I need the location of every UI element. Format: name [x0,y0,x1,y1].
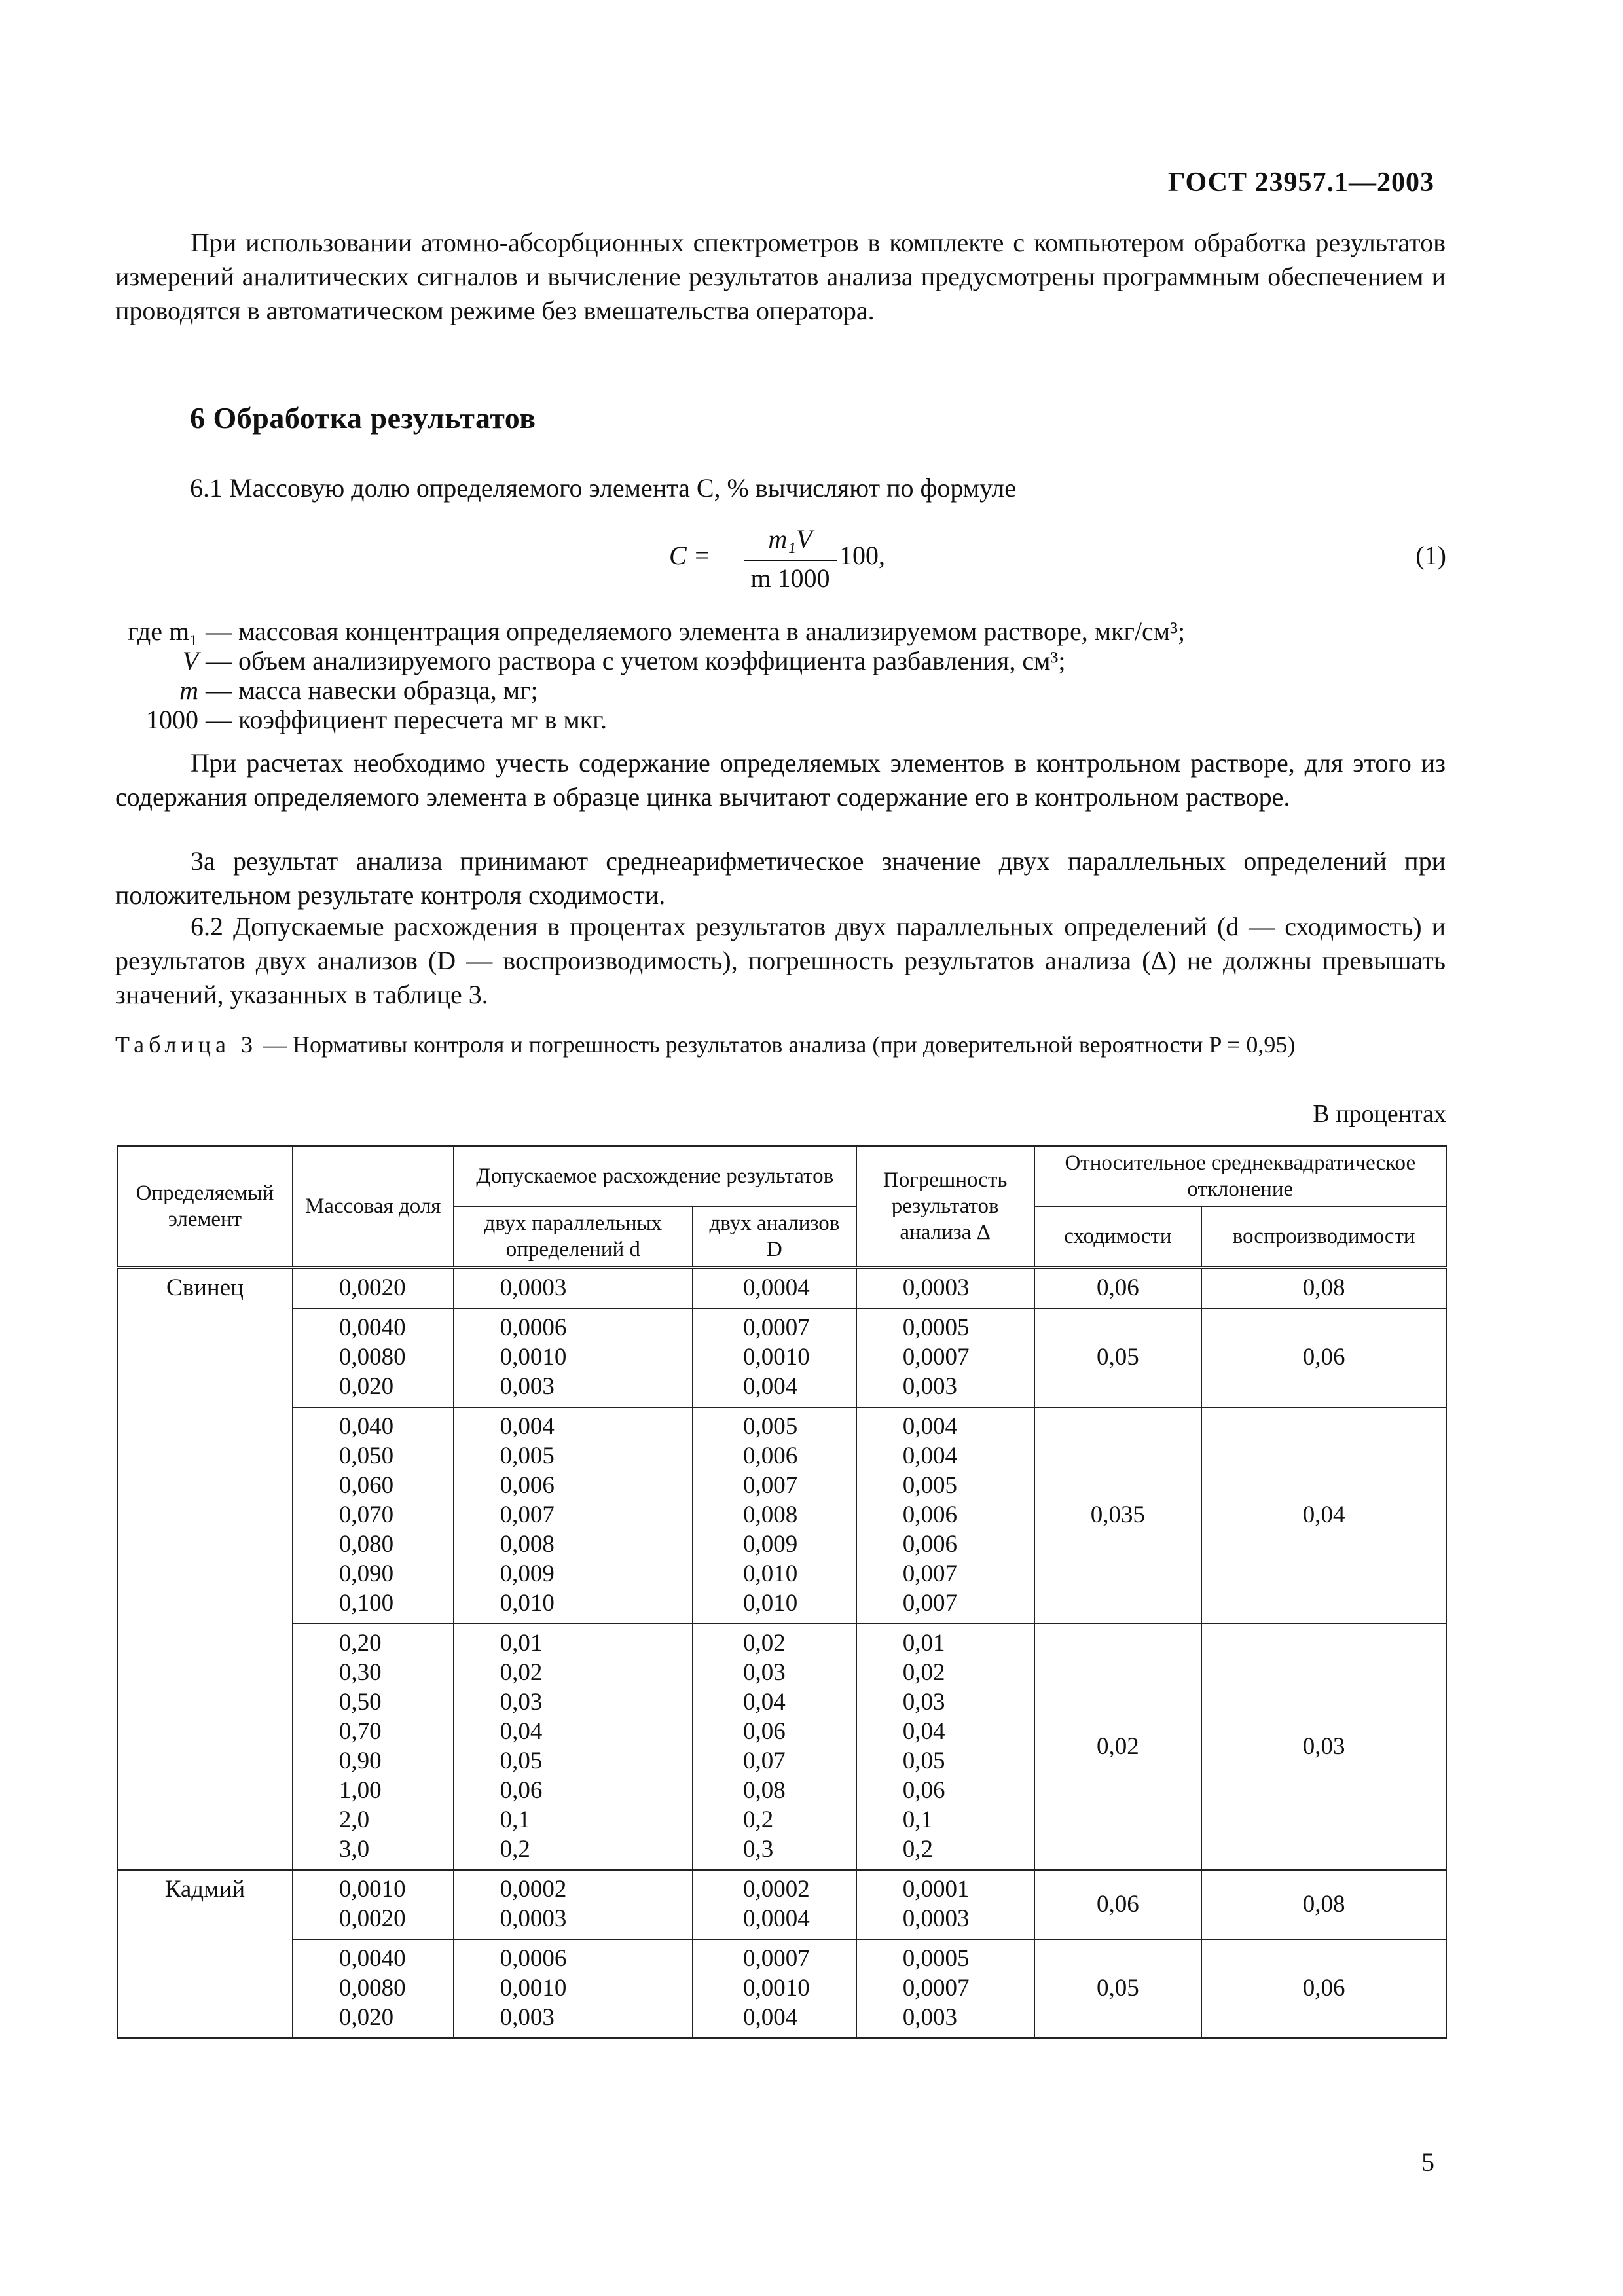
cell-convergence: 0,05 [1034,1939,1202,2038]
cell-value: 0,010 [743,1590,798,1617]
header-relative-sd: Относительное среднеквадратическое отклонение [1034,1146,1446,1206]
cell-value: 0,007 [500,1501,555,1528]
cell-two-analyses [693,1308,856,1407]
fraction-bar [744,560,837,561]
page-number: 5 [1421,2147,1434,2177]
intro-paragraph: При использовании атомно-абсорбционных спектрометров в комплекте с компьютером обработка результатов измерений аналитических сигналов и вычисление результатов анализа предусмотрены программным обеспечением и проводятся в автоматическом режиме без вмешательства оператора. [115,228,1446,325]
formula-numerator: m₁V [768,524,812,554]
cell-value: 0,06 [743,1718,786,1745]
cell-value: 0,0010 [743,1975,810,2001]
header-mass-fraction: Массовая доля [293,1146,454,1268]
cell-value: 0,01 [500,1630,543,1657]
cell-value: 0,0001 [902,1876,970,1903]
cell-value: 0,020 [338,2004,394,2031]
cell-value: 0,003 [902,2004,958,2031]
table-row [117,1624,1446,1870]
cell-value: 0,004 [902,1443,958,1469]
clause-6-2: 6.2 Допускаемые расхождения в процентах результатов двух параллельных определений (d — сходимость) и результатов двух анализов (D — воспроизводимость), погрешность результатов анализа (Δ) не должны превышать значений, указанных в таблице 3. [115,912,1446,1009]
cell-error [856,1624,1034,1870]
cell-value: 0,006 [902,1531,958,1558]
cell-two-parallel [454,1870,693,1939]
cell-value: 0,010 [500,1590,555,1617]
clause-6-1: 6.1 Массовую долю определяемого элемента C, % вычисляют по формуле [190,473,1017,503]
cell-value: 0,0020 [338,1274,406,1301]
cell-value: 0,003 [500,2004,555,2031]
cell-value: 0,06 [500,1777,543,1804]
cell-value: 0,1 [500,1806,530,1833]
cell-value: 0,0010 [500,1344,567,1371]
formula-lhs: C = [669,541,711,570]
cell-value: 0,04 [500,1718,543,1745]
cell-value: 0,20 [338,1630,382,1657]
cell-value: 0,0080 [338,1975,406,2001]
cell-value: 0,0006 [500,1945,567,1972]
table-row [117,1268,1446,1309]
cell-value: 0,060 [338,1472,394,1499]
cell-value: 0,0007 [902,1344,970,1371]
cell-mass-fraction [293,1939,454,2038]
cell-value: 0,006 [500,1472,555,1499]
cell-value: 0,007 [902,1590,958,1617]
cell-value: 0,07 [743,1748,786,1774]
cell-reproducibility: 0,04 [1201,1407,1446,1624]
cell-value: 0,006 [743,1443,798,1469]
cell-value: 0,2 [743,1806,774,1833]
cell-convergence: 0,02 [1034,1624,1202,1870]
table-row [117,1407,1446,1624]
definition-symbol: где m₁ [128,617,198,646]
header-error: Погрешность результатов анализа Δ [856,1146,1034,1268]
cell-mass-fraction [293,1624,454,1870]
formula-number: (1) [1415,541,1446,570]
cell-value: 1,00 [338,1777,382,1804]
cell-value: 0,0010 [743,1344,810,1371]
cell-value: 0,0020 [338,1905,406,1932]
cell-value: 0,007 [743,1472,798,1499]
table-row [117,1308,1446,1407]
cell-value: 0,0080 [338,1344,406,1371]
cell-value: 0,008 [500,1531,555,1558]
cell-error [856,1407,1034,1624]
cell-reproducibility: 0,06 [1201,1939,1446,2038]
header-convergence: сходимости [1034,1206,1202,1268]
cell-value: 0,0003 [500,1905,567,1932]
cell-value: 0,050 [338,1443,394,1469]
header-allowed-divergence: Допускаемое расхождение результатов [454,1146,856,1206]
cell-value: 0,0003 [500,1274,567,1301]
cell-value: 0,0003 [902,1274,970,1301]
cell-two-analyses [693,1624,856,1870]
cell-value: 0,003 [902,1373,958,1400]
cell-value: 0,004 [743,2004,798,2031]
cell-value: 0,1 [902,1806,934,1833]
cell-value: 0,3 [743,1836,774,1863]
cell-two-analyses [693,1407,856,1624]
cell-convergence: 0,05 [1034,1308,1202,1407]
cell-value: 0,02 [743,1630,786,1657]
cell-value: 0,90 [338,1748,382,1774]
definition-symbol: m [179,675,198,705]
cell-mass-fraction [293,1407,454,1624]
cell-value: 0,100 [338,1590,394,1617]
paragraph-control: При расчетах необходимо учесть содержание определяемых элементов в контрольном растворе, для этого из содержания определяемого элемента в образце цинка вычитают содержание его в контрольном растворе. [115,748,1446,812]
header-element: Определяемый элемент [117,1146,293,1268]
cell-two-parallel [454,1939,693,2038]
cell-value: 0,080 [338,1531,394,1558]
definition-text: — массовая концентрация определяемого элемента в анализируемом растворе, мкг/см³; [206,617,1186,646]
formula-denominator: m 1000 [750,564,830,593]
cell-value: 3,0 [338,1836,370,1863]
cell-value: 0,08 [743,1777,786,1804]
cell-two-parallel [454,1268,693,1309]
cell-value: 0,0002 [500,1876,567,1903]
cell-value: 0,005 [500,1443,555,1469]
cell-mass-fraction [293,1870,454,1939]
cell-value: 0,03 [500,1689,543,1715]
cell-value: 0,01 [902,1630,945,1657]
cell-value: 0,009 [743,1531,798,1558]
cell-value: 0,0040 [338,1945,406,1972]
section-title: 6 Обработка результатов [190,401,536,435]
cell-convergence: 0,06 [1034,1268,1202,1309]
cell-two-analyses [693,1939,856,2038]
cell-value: 0,05 [500,1748,543,1774]
cell-value: 0,0005 [902,1314,970,1341]
cell-value: 0,004 [902,1413,958,1440]
cell-value: 0,02 [902,1659,945,1686]
table-3 [117,1145,1447,2039]
cell-value: 0,0004 [743,1905,810,1932]
cell-value: 0,003 [500,1373,555,1400]
cell-reproducibility: 0,08 [1201,1870,1446,1939]
formula [669,524,885,596]
cell-value: 0,05 [902,1748,945,1774]
table-label: Таблица 3 [115,1031,257,1058]
cell-two-parallel [454,1624,693,1870]
cell-value: 0,2 [500,1836,530,1863]
cell-value: 0,070 [338,1501,394,1528]
cell-reproducibility: 0,03 [1201,1624,1446,1870]
cell-value: 0,005 [743,1413,798,1440]
cell-error [856,1308,1034,1407]
cell-value: 0,03 [743,1659,786,1686]
cell-value: 0,06 [902,1777,945,1804]
cell-error [856,1268,1034,1309]
cell-value: 0,0010 [338,1876,406,1903]
cell-value: 0,005 [902,1472,958,1499]
cell-convergence: 0,06 [1034,1870,1202,1939]
cell-value: 0,0005 [902,1945,970,1972]
cell-error [856,1870,1034,1939]
cell-value: 0,0002 [743,1876,810,1903]
cell-value: 2,0 [338,1806,370,1833]
cell-two-analyses [693,1870,856,1939]
cell-value: 0,03 [902,1689,945,1715]
cell-reproducibility: 0,06 [1201,1308,1446,1407]
cell-value: 0,50 [338,1689,382,1715]
cell-value: 0,009 [500,1560,555,1587]
cell-value: 0,0007 [902,1975,970,2001]
cell-error [856,1939,1034,2038]
table-caption-text: — Нормативы контроля и погрешность результатов анализа (при доверительной вероятности P = 0,95) [257,1031,1296,1058]
formula-factor: 100, [839,541,885,570]
cell-value: 0,0007 [743,1945,810,1972]
cell-element: Кадмий [117,1870,293,2038]
cell-value: 0,004 [500,1413,555,1440]
cell-value: 0,0006 [500,1314,567,1341]
definition-symbol: V [182,646,198,675]
definition-symbol: 1000 [146,705,198,734]
table-units: В процентах [1313,1100,1446,1128]
cell-value: 0,090 [338,1560,394,1587]
table-caption [115,1031,1451,1058]
cell-value: 0,0007 [743,1314,810,1341]
cell-two-parallel [454,1308,693,1407]
cell-value: 0,020 [338,1373,394,1400]
cell-value: 0,040 [338,1413,394,1440]
paragraph-result: За результат анализа принимают среднеарифметическое значение двух параллельных определений при положительном результате контроля сходимости. [115,846,1446,910]
table-body [117,1268,1446,2039]
cell-value: 0,2 [902,1836,934,1863]
cell-value: 0,006 [902,1501,958,1528]
cell-value: 0,0003 [902,1905,970,1932]
table-row [117,1870,1446,1939]
cell-value: 0,04 [902,1718,945,1745]
cell-value: 0,0040 [338,1314,406,1341]
definition-text: — масса навески образца, мг; [206,675,538,705]
cell-two-parallel [454,1407,693,1624]
header-reproducibility: воспроизводимости [1201,1206,1446,1268]
cell-value: 0,008 [743,1501,798,1528]
cell-reproducibility: 0,08 [1201,1268,1446,1309]
cell-value: 0,0004 [743,1274,810,1301]
definition-text: — объем анализируемого раствора с учетом коэффициента разбавления, см³; [206,646,1066,675]
cell-element: Свинец [117,1268,293,1871]
cell-value: 0,30 [338,1659,382,1686]
cell-value: 0,007 [902,1560,958,1587]
cell-mass-fraction [293,1308,454,1407]
header-two-analyses: двух анализов D [693,1206,856,1268]
cell-mass-fraction [293,1268,454,1309]
cell-value: 0,004 [743,1373,798,1400]
document-number: ГОСТ 23957.1—2003 [1167,168,1434,198]
cell-value: 0,0010 [500,1975,567,2001]
cell-value: 0,02 [500,1659,543,1686]
table-row [117,1939,1446,2038]
header-two-parallel: двух параллельных определений d [454,1206,693,1268]
definition-text: — коэффициент пересчета мг в мкг. [206,705,607,734]
cell-value: 0,04 [743,1689,786,1715]
cell-value: 0,70 [338,1718,382,1745]
cell-two-analyses [693,1268,856,1309]
cell-value: 0,010 [743,1560,798,1587]
cell-convergence: 0,035 [1034,1407,1202,1624]
